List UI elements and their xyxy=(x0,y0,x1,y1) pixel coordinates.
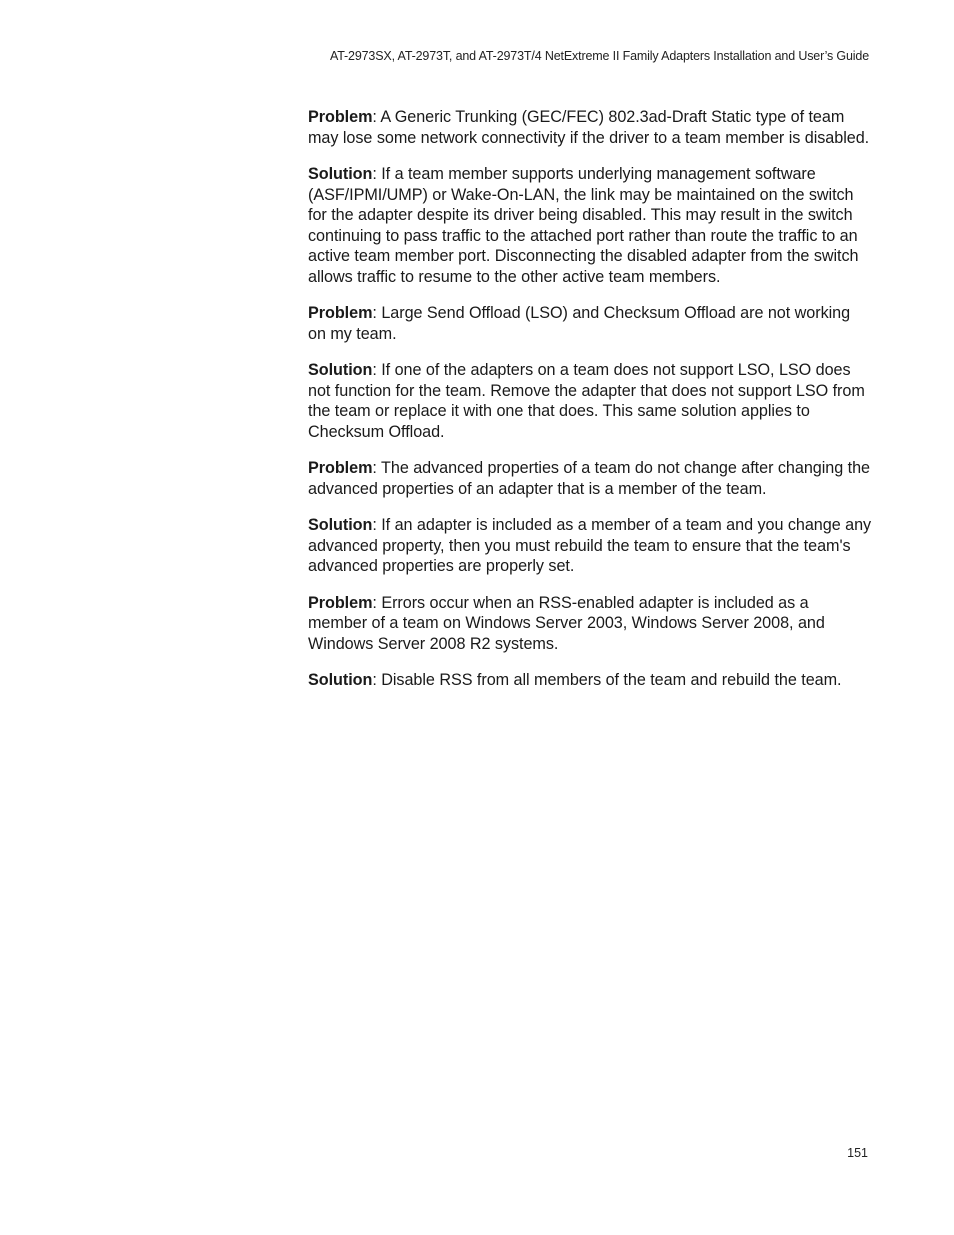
problem-paragraph-1 xyxy=(308,107,872,148)
problem-text: : The advanced properties of a team do not change after changing the advanced properties of an adapter that is a member of the team. xyxy=(308,459,870,498)
solution-text: : If a team member supports underlying management software (ASF/IPMI/UMP) or Wake-On-LAN, the link may be maintained on the switch for the adapter despite its driver being disabled. This may result in the switch continuing to pass traffic to the attached port rather than route the traffic to an active team member port. Disconnecting the disabled adapter from the switch allows traffic to resume to the other active team members. xyxy=(308,165,859,286)
problem-text: : A Generic Trunking (GEC/FEC) 802.3ad-Draft Static type of team may lose some network connectivity if the driver to a team member is disabled. xyxy=(308,108,870,147)
problem-text: : Large Send Offload (LSO) and Checksum Offload are not working on my team. xyxy=(308,304,851,343)
solution-paragraph-2 xyxy=(308,360,872,442)
solution-text: : If one of the adapters on a team does not support LSO, LSO does not function for the team. Remove the adapter that does not support LSO from the team or replace it with one that does. This same solution applies to Checksum Offload. xyxy=(308,361,865,441)
solution-label: Solution xyxy=(308,165,373,183)
troubleshooting-content xyxy=(308,107,872,707)
solution-text: : Disable RSS from all members of the team and rebuild the team. xyxy=(372,671,842,689)
problem-label: Problem xyxy=(308,108,373,126)
solution-paragraph-4 xyxy=(308,670,872,691)
solution-text: : If an adapter is included as a member of a team and you change any advanced property, then you must rebuild the team to ensure that the team's advanced properties are properly set. xyxy=(308,516,872,575)
problem-label: Problem xyxy=(308,304,373,322)
problem-text: : Errors occur when an RSS-enabled adapter is included as a member of a team on Windows Server 2003, Windows Server 2008, and Windows Server 2008 R2 systems. xyxy=(308,593,825,653)
solution-label: Solution xyxy=(308,361,373,379)
solution-label: Solution xyxy=(308,671,373,689)
solution-label: Solution xyxy=(308,516,373,534)
running-header: AT-2973SX, AT-2973T, and AT-2973T/4 NetExtreme II Family Adapters Installation and User’s Guide xyxy=(329,49,869,63)
page-number: 151 xyxy=(847,1146,868,1160)
solution-paragraph-3 xyxy=(308,515,872,577)
problem-paragraph-3 xyxy=(308,458,872,499)
problem-label: Problem xyxy=(308,459,373,477)
problem-label: Problem xyxy=(308,593,373,612)
problem-paragraph-4 xyxy=(308,593,872,655)
solution-paragraph-1 xyxy=(308,164,872,287)
problem-paragraph-2 xyxy=(308,303,872,344)
